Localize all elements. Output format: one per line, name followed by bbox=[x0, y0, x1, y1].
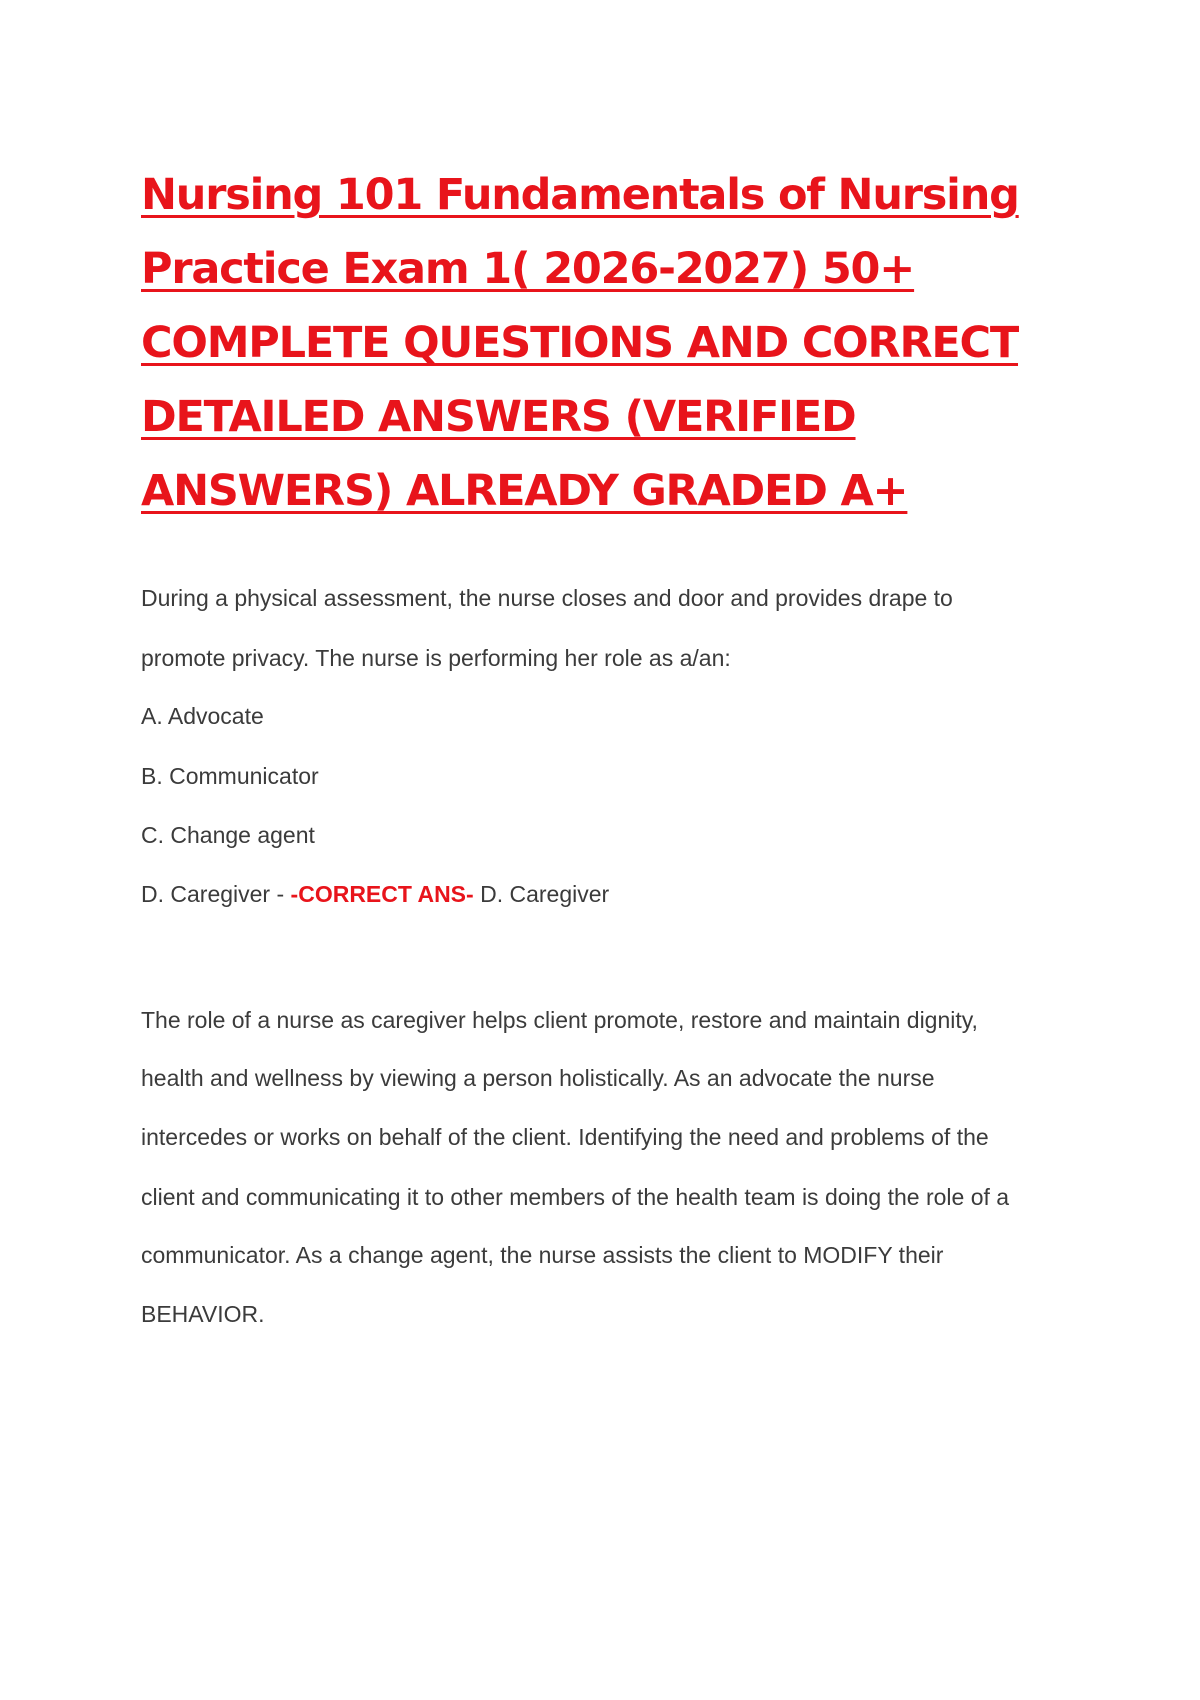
answer-option: A. Advocate bbox=[141, 703, 264, 729]
rationale-line: communicator. As a change agent, the nurse assists the client to MODIFY their bbox=[141, 1242, 944, 1268]
rationale-line: client and communicating it to other members of the health team is doing the role of a bbox=[141, 1184, 1010, 1210]
answer-option-correct bbox=[141, 881, 609, 908]
rationale-line: health and wellness by viewing a person holistically. As an advocate the nurse bbox=[141, 1065, 935, 1091]
answer-option: B. Communicator bbox=[141, 763, 319, 789]
title-line: Practice Exam 1( 2026-2027) 50+ bbox=[141, 244, 915, 294]
answer-option: C. Change agent bbox=[141, 822, 315, 848]
rationale-line: intercedes or works on behalf of the client. Identifying the need and problems of the bbox=[141, 1124, 989, 1150]
rationale-line: The role of a nurse as caregiver helps client promote, restore and maintain dignity, bbox=[141, 1007, 978, 1033]
title-line: Nursing 101 Fundamentals of Nursing bbox=[141, 170, 1019, 220]
correct-answer-tag: -CORRECT ANS- bbox=[290, 881, 474, 907]
question-stem-line: promote privacy. The nurse is performing her role as a/an: bbox=[141, 645, 731, 671]
correct-answer-text: D. Caregiver bbox=[473, 881, 610, 907]
answer-option-text: D. Caregiver - bbox=[141, 881, 291, 907]
rationale-line: BEHAVIOR. bbox=[141, 1301, 265, 1327]
question-stem-line: During a physical assessment, the nurse closes and door and provides drape to bbox=[141, 585, 953, 611]
title-line: COMPLETE QUESTIONS AND CORRECT bbox=[141, 318, 1019, 368]
title-line: ANSWERS) ALREADY GRADED A+ bbox=[141, 466, 908, 516]
title-line: DETAILED ANSWERS (VERIFIED bbox=[141, 392, 856, 442]
document-title bbox=[141, 158, 1071, 528]
